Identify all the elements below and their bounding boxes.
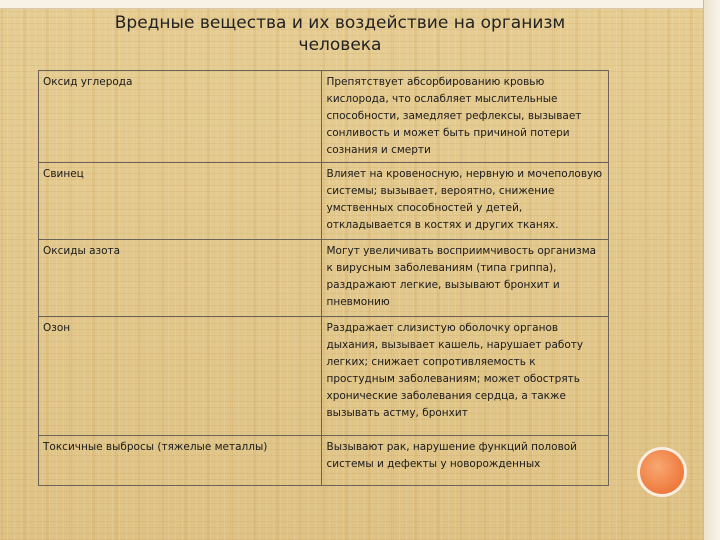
- substance-cell: Оксиды азота: [39, 240, 322, 317]
- table-row: [39, 317, 609, 436]
- slide-top-border: [0, 0, 720, 9]
- effect-cell: Раздражает слизистую оболочку органов дыхания, вызывает кашель, нарушает работу легких; снижает сопротивляемость к простудным заболеваниям; может обострять хронические заболевания сердца, а также вызывать астму, бронхит: [322, 317, 609, 436]
- substance-cell: Токсичные выбросы (тяжелые металлы): [39, 436, 322, 486]
- substance-cell: Оксид углерода: [39, 71, 322, 163]
- table-row: [39, 436, 609, 486]
- effect-cell: Препятствует абсорбированию кровью кислорода, что ослабляет мыслительные способности, замедляет рефлексы, вызывает сонливость и может быть причиной потери сознания и смерти: [322, 71, 609, 163]
- slide-title: [40, 12, 640, 56]
- substance-cell: Свинец: [39, 163, 322, 240]
- substance-cell: Озон: [39, 317, 322, 436]
- slide-title-line-2: человека: [298, 35, 382, 55]
- decorative-circle-icon: [640, 450, 684, 494]
- table-row: [39, 240, 609, 317]
- hazards-table: [38, 70, 609, 486]
- slide-title-line-1: Вредные вещества и их воздействие на организм: [114, 13, 566, 33]
- effect-cell: Влияет на кровеносную, нервную и мочеполовую системы; вызывает, вероятно, снижение умственных способностей у детей, откладывается в костях и других тканях.: [322, 163, 609, 240]
- slide-right-border: [703, 0, 720, 540]
- table-row: [39, 163, 609, 240]
- effect-cell: Вызывают рак, нарушение функций половой системы и дефекты у новорожденных: [322, 436, 609, 486]
- table-row: [39, 71, 609, 163]
- effect-cell: Могут увеличивать восприимчивость организма к вирусным заболеваниям (типа гриппа), раздражают легкие, вызывают бронхит и пневмонию: [322, 240, 609, 317]
